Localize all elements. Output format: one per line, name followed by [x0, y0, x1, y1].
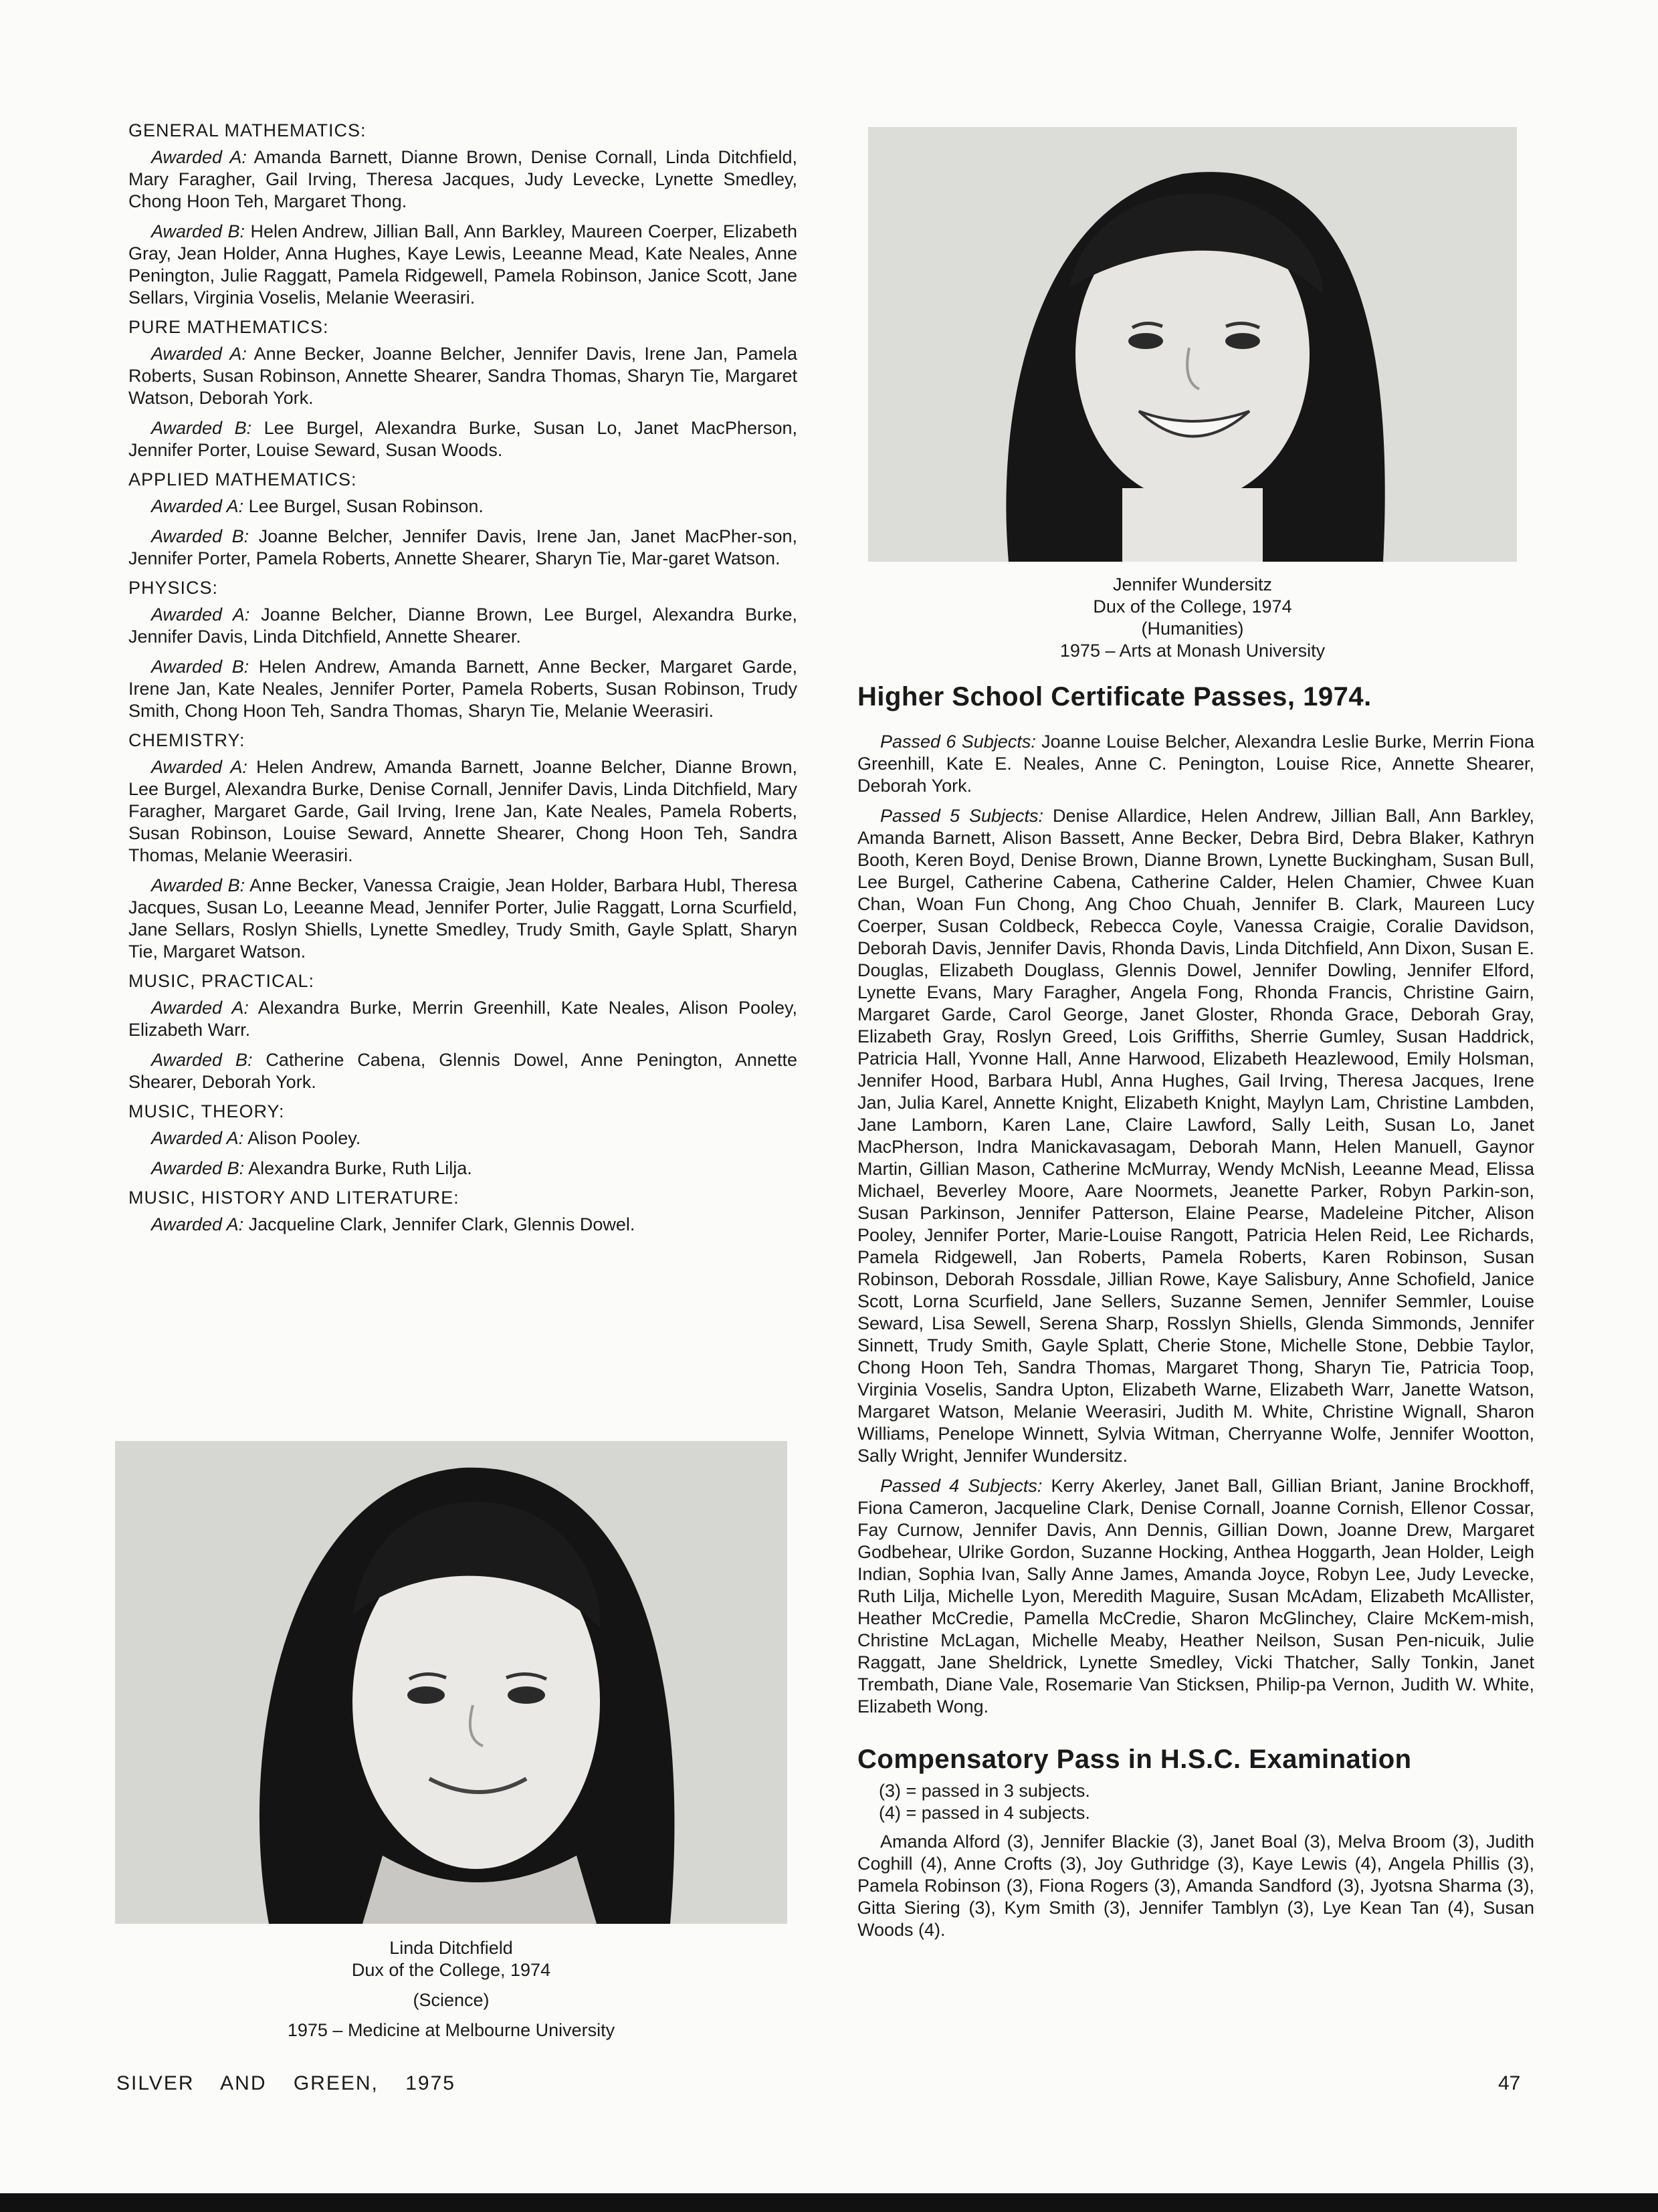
compensatory-legend-3: (3) = passed in 3 subjects.: [879, 1781, 1090, 1801]
award-section-music-theory: [115, 1101, 797, 1180]
award-names: Amanda Barnett, Dianne Brown, Denise Cornall, Linda Ditchfield, Mary Faragher, Gail Irving, Theresa Jacques, Judy Levecke, Lynette Smedley, Chong Hoon Teh, Margaret Thong.: [128, 147, 797, 211]
award-names: Alexandra Burke, Ruth Lilja.: [248, 1158, 472, 1178]
award-paragraph: [128, 526, 797, 570]
award-paragraph: [128, 756, 797, 867]
award-paragraph: [128, 495, 797, 518]
section-heading: MUSIC, HISTORY AND LITERATURE:: [128, 1188, 459, 1208]
portrait-illustration: [868, 127, 1517, 562]
award-label: Awarded B:: [151, 1158, 245, 1178]
award-paragraph: [128, 221, 797, 309]
hsc-group-names: Denise Allardice, Helen Andrew, Jillian Ball, Ann Barkley, Amanda Barnett, Alison Bassett, Anne Becker, Debra Bird, Debra Blaker, Kathryn Booth, Keren Boyd, Denise Brown, Dianne Brown, Lynette Buckingham, Susan Bull, Lee Burgel, Catherine Cabena, Catherine Calder, Helen Chamier, Chwee Kuan Chan, Woan Fun Chong, Ang Choo Chuah, Jennifer B. Clark, Maureen Lucy Coerper, Susan Coldbeck, Rebecca Coyle, Vanessa Craigie, Coralie Davidson, Deborah Davis, Jennifer Davis, Rhonda Davis, Linda Ditchfield, Ann Dixon, Susan E. Douglas, Elizabeth Douglass, Glennis Dowel, Jennifer Dowling, Jennifer Elford, Lynette Evans, Mary Faragher, Angela Fong, Rhonda Francis, Christine Gairn, Margaret Garde, Carol George, Janet Gloster, Rhonda Grace, Deborah Gray, Elizabeth Gray, Roslyn Greed, Lois Griffiths, Sherrie Gumley, Susan Haddrick, Patricia Hall, Yvonne Hall, Anne Harwood, Elizabeth Heazlewood, Emily Holsman, Jennifer Hood, Barbara Hubl, Anna Hughes, Gail Irving, Theresa Jacques, Irene Jan, Julia Karel, Annette Knight, Elizabeth Knight, Maylyn Lam, Christine Lambden, Jane Lamborn, Karen Lane, Claire Lawford, Sally Leith, Susan Lo, Janet MacPherson, Indra Manickavasagam, Deborah Mann, Helen Manuell, Gaynor Martin, Gillian Mason, Catherine McMurray, Wendy McNish, Leeanne Mead, Elissa Michael, Beverley Moore, Aare Noormets, Jeanette Parker, Robyn Parkin-son, Susan Parkinson, Jennifer Patterson, Elaine Pearse, Madeleine Pitcher, Alison Pooley, Jennifer Porter, Marie-Louise Rangott, Patricia Helen Reid, Lee Richards, Pamela Ridgewell, Jan Roberts, Pamela Roberts, Karen Robinson, Susan Robinson, Deborah Rossdale, Jillian Rowe, Kaye Salisbury, Anne Schofield, Janice Scott, Lorna Scurfield, Jane Sellers, Suzanne Semen, Jennifer Semmler, Louise Seward, Lisa Sewell, Serena Sharp, Rosslyn Shiells, Glenda Simmonds, Jennifer Sinnett, Trudy Smith, Gayle Splatt, Cherie Stone, Michelle Stone, Debbie Taylor, Chong Hoon Teh, Sandra Thomas, Margaret Thong, Sharyn Tie, Patricia Toop, Virginia Voselis, Sandra Upton, Elizabeth Warne, Elizabeth Warr, Janette Watson, Margaret Watson, Melanie Weerasiri, Judith M. White, Christine Wignall, Sharon Williams, Penelope Winnett, Sylvia Witman, Cherryanne Wolfe, Jennifer Wootton, Sally Wright, Jennifer Wundersitz.: [857, 806, 1534, 1466]
hsc-group-label: Passed 4 Subjects:: [880, 1476, 1043, 1496]
award-label: Awarded A:: [151, 1214, 244, 1234]
award-section-music-history: [115, 1188, 797, 1236]
caption-name: Jennifer Wundersitz: [1112, 574, 1273, 594]
hsc-group-label: Passed 5 Subjects:: [880, 806, 1044, 826]
award-paragraph: [128, 997, 797, 1041]
award-label: Awarded A:: [151, 1128, 244, 1148]
award-names: Jacqueline Clark, Jennifer Clark, Glennis Dowel.: [248, 1214, 635, 1234]
award-label: Awarded B:: [151, 526, 249, 546]
caption-title: Dux of the College, 1974: [1093, 596, 1292, 617]
caption-name: Linda Ditchfield: [389, 1938, 513, 1958]
award-section-pure-mathematics: [115, 317, 797, 461]
award-section-applied-mathematics: [115, 469, 797, 570]
award-label: Awarded A:: [151, 998, 249, 1018]
award-section-chemistry: [115, 730, 797, 963]
hsc-group-4: [857, 1475, 1534, 1718]
award-paragraph: [128, 656, 797, 722]
award-names: Anne Becker, Joanne Belcher, Jennifer Davis, Irene Jan, Pamela Roberts, Susan Robinson, Annette Shearer, Sandra Thomas, Sharyn Tie, Margaret Watson, Deborah York.: [128, 344, 798, 408]
award-names: Alison Pooley.: [247, 1128, 361, 1148]
award-paragraph: [128, 417, 797, 461]
compensatory-title: Compensatory Pass in H.S.C. Examination: [857, 1745, 1412, 1774]
award-names: Joanne Belcher, Jennifer Davis, Irene Jan, Janet MacPher-son, Jennifer Porter, Pamela Roberts, Annette Shearer, Sharyn Tie, Mar-garet Watson.: [128, 526, 797, 568]
hsc-group-names: Kerry Akerley, Janet Ball, Gillian Briant, Janine Brockhoff, Fiona Cameron, Jacqueline Clark, Denise Cornall, Joanne Cornish, Ellenor Cossar, Fay Curnow, Jennifer Davis, Ann Dennis, Gillian Down, Joanne Drew, Margaret Godbehear, Ulrike Gordon, Suzanne Hocking, Anthea Hoggarth, Jean Holder, Leigh Indian, Sophia Ivan, Sally Anne James, Amanda Joyce, Robyn Lee, Judy Levecke, Ruth Lilja, Michelle Lyon, Meredith Maguire, Susan McAdam, Elizabeth McAllister, Heather McCredie, Pamella McCredie, Sharon McGlinchey, Claire McKem-mish, Christine McLagan, Michelle Meaby, Heather Neilson, Susan Pen-nicuik, Julie Raggatt, Jane Sheldrick, Lynette Smedley, Vicki Thatcher, Sally Tonkin, Janet Trembath, Diane Vale, Rosemarie Van Sticksen, Philip-pa Vernon, Judith W. White, Elizabeth Wong.: [857, 1476, 1534, 1717]
hsc-passes-column: [857, 682, 1534, 1959]
award-label: Awarded A:: [151, 147, 247, 167]
hsc-group-names: Joanne Louise Belcher, Alexandra Leslie Burke, Merrin Fiona Greenhill, Kate E. Neales, Anne C. Penington, Louise Rice, Annette Shearer, Deborah York.: [857, 732, 1534, 796]
award-label: Awarded B:: [151, 418, 252, 438]
award-names: Joanne Belcher, Dianne Brown, Lee Burgel, Alexandra Burke, Jennifer Davis, Linda Ditchfield, Annette Shearer.: [128, 604, 797, 647]
publication-footer: SILVER AND GREEN, 1975: [116, 2072, 455, 2094]
section-heading: APPLIED MATHEMATICS:: [128, 469, 357, 489]
award-names: Catherine Cabena, Glennis Dowel, Anne Penington, Annette Shearer, Deborah York.: [128, 1050, 797, 1092]
section-heading: GENERAL MATHEMATICS:: [128, 120, 367, 140]
award-names: Helen Andrew, Amanda Barnett, Anne Becker, Margaret Garde, Irene Jan, Kate Neales, Jennifer Porter, Pamela Roberts, Susan Robinson, Trudy Smith, Chong Hoon Teh, Sandra Thomas, Sharyn Tie, Melanie Weerasiri.: [128, 657, 797, 721]
hsc-group-label: Passed 6 Subjects:: [880, 732, 1036, 752]
award-names: Anne Becker, Vanessa Craigie, Jean Holder, Barbara Hubl, Theresa Jacques, Susan Lo, Leeanne Mead, Jennifer Porter, Julie Raggatt, Lorna Scurfield, Jane Sellars, Roslyn Shiells, Lynette Smedley, Trudy Smith, Gayle Splatt, Sharyn Tie, Margaret Watson.: [128, 875, 798, 962]
portrait-photo-humanities-dux: [868, 127, 1517, 562]
portrait-caption-humanities: [868, 574, 1517, 662]
caption-subject: (Humanities): [1141, 619, 1244, 639]
portrait-caption-science: [115, 1937, 787, 2041]
award-label: Awarded B:: [151, 221, 245, 241]
award-label: Awarded B:: [151, 875, 245, 895]
award-paragraph: [128, 343, 797, 409]
caption-title: Dux of the College, 1974: [351, 1960, 551, 1980]
award-names: Alexandra Burke, Merrin Greenhill, Kate Neales, Alison Pooley, Elizabeth Warr.: [128, 998, 797, 1040]
award-paragraph: [128, 1157, 797, 1180]
award-label: Awarded A:: [151, 757, 247, 777]
caption-destination: 1975 – Arts at Monash University: [1059, 641, 1326, 661]
award-label: Awarded A:: [151, 344, 247, 364]
hsc-group-5: [857, 805, 1534, 1467]
portrait-photo-science-dux: [115, 1441, 787, 1924]
caption-destination: 1975 – Medicine at Melbourne University: [287, 2020, 615, 2040]
awards-column: [115, 120, 797, 1244]
section-heading: MUSIC, THEORY:: [128, 1101, 285, 1121]
section-heading: PHYSICS:: [128, 578, 219, 598]
award-paragraph: [128, 875, 797, 963]
award-paragraph: [128, 1214, 797, 1236]
award-paragraph: [128, 1049, 797, 1093]
award-paragraph: [128, 146, 797, 213]
portrait-illustration: [115, 1441, 787, 1924]
award-names: Helen Andrew, Jillian Ball, Ann Barkley, Maureen Coerper, Elizabeth Gray, Jean Holder, Anna Hughes, Kaye Lewis, Leeanne Mead, Kate Neales, Anne Penington, Julie Raggatt, Pamela Ridgewell, Pamela Robinson, Janice Scott, Jane Sellars, Virginia Voselis, Melanie Weerasiri.: [128, 221, 797, 308]
section-heading: PURE MATHEMATICS:: [128, 317, 329, 337]
compensatory-legend-4: (4) = passed in 4 subjects.: [879, 1803, 1090, 1823]
award-names: Lee Burgel, Alexandra Burke, Susan Lo, Janet MacPherson, Jennifer Porter, Louise Seward, Susan Woods.: [128, 418, 797, 460]
award-label: Awarded A:: [151, 496, 244, 516]
section-heading: CHEMISTRY:: [128, 730, 245, 750]
award-names: Lee Burgel, Susan Robinson.: [248, 496, 484, 516]
page-number: 47: [1498, 2072, 1521, 2094]
section-heading: MUSIC, PRACTICAL:: [128, 971, 315, 991]
award-paragraph: [128, 604, 797, 648]
award-paragraph: [128, 1127, 797, 1149]
award-section-physics: [115, 578, 797, 722]
award-names: Helen Andrew, Amanda Barnett, Joanne Belcher, Dianne Brown, Lee Burgel, Alexandra Burke, Denise Cornall, Jennifer Davis, Linda Ditchfield, Mary Faragher, Margaret Garde, Gail Irving, Irene Jan, Kate Neales, Pamela Roberts, Susan Robinson, Louise Seward, Annette Shearer, Chong Hoon Teh, Sandra Thomas, Melanie Weerasiri.: [128, 757, 797, 865]
award-section-general-mathematics: [115, 120, 797, 309]
award-section-music-practical: [115, 971, 797, 1093]
hsc-group-6: [857, 731, 1534, 797]
scan-edge-band: [0, 2193, 1658, 2212]
hsc-title: Higher School Certificate Passes, 1974.: [857, 682, 1372, 711]
award-label: Awarded B:: [151, 1050, 253, 1070]
award-label: Awarded A:: [151, 604, 250, 625]
caption-subject: (Science): [413, 1990, 490, 2010]
award-label: Awarded B:: [151, 657, 249, 677]
compensatory-names: Amanda Alford (3), Jennifer Blackie (3), Janet Boal (3), Melva Broom (3), Judith Coghill (4), Anne Crofts (3), Joy Guthridge (3), Kaye Lewis (4), Angela Phillis (3), Pamela Robinson (3), Fiona Rogers (3), Amanda Sandford (3), Jyotsna Sharma (3), Gitta Siering (3), Kym Smith (3), Jennifer Tamblyn (3), Lye Kean Tan (4), Susan Woods (4).: [857, 1832, 1534, 1940]
